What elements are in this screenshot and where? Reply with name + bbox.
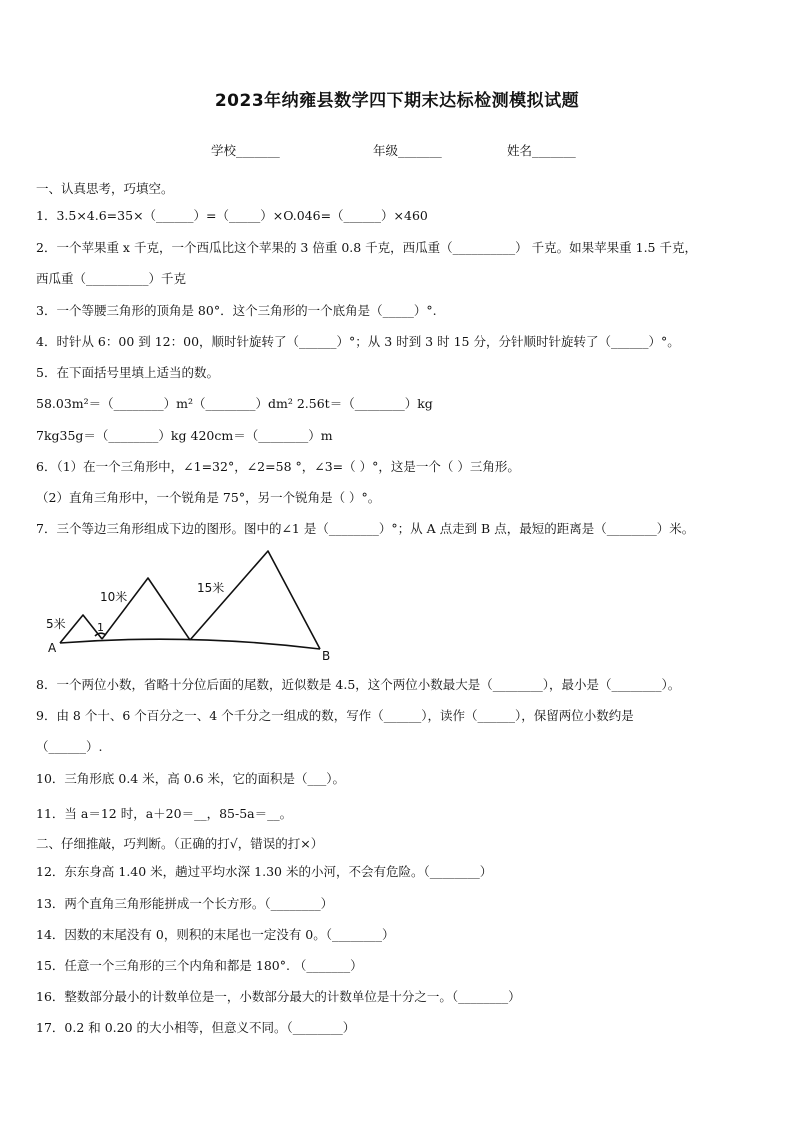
question-10: 10．三角形底 0.4 米，高 0.6 米，它的面积是（___）。	[36, 771, 346, 786]
small-triangle	[60, 615, 102, 643]
question-2: 2．一个苹果重 x 千克，一个西瓜比这个苹果的 3 倍重 0.8 千克，西瓜重（__________） 千克。如果苹果重 1.5 千克，	[36, 240, 697, 255]
question-2-continued: 西瓜重（__________）千克	[36, 271, 187, 286]
question-14: 14．因数的末尾没有 0，则积的末尾也一定没有 0。（________）	[36, 927, 395, 942]
label-15m: 15米	[197, 581, 225, 595]
question-7: 7．三个等边三角形组成下边的图形。图中的∠1 是（________）°；从 A 点走到 B 点，最短的距离是（________）米。	[36, 521, 695, 536]
large-triangle	[190, 551, 320, 649]
question-17: 17．0.2 和 0.20 的大小相等，但意义不同。（________）	[36, 1020, 356, 1035]
question-1: 1．3.5×4.6=35×（______）=（_____）×O.046=（______）×460	[36, 208, 428, 223]
question-6-part-1: 6．（1）在一个三角形中，∠1=32°，∠2=58 °，∠3=（ ）°，这是一个（ ）三角形。	[36, 459, 520, 474]
question-11: 11．当 a＝12 时，a＋20＝__，85-5a＝__。	[36, 806, 293, 821]
question-9: 9．由 8 个十、6 个百分之一、4 个千分之一组成的数，写作（______），读作（______），保留两位小数约是	[36, 708, 634, 723]
label-5m: 5米	[46, 617, 66, 631]
triangle-figure	[40, 543, 340, 665]
question-12: 12．东东身高 1.40 米，趟过平均水深 1.30 米的小河，不会有危险。（________）	[36, 864, 493, 879]
section-2-heading: 二、仔细推敲，巧判断。（正确的打√，错误的打×）	[36, 836, 324, 851]
section-1-heading: 一、认真思考，巧填空。	[36, 181, 174, 196]
grade-field: 年级_______	[373, 143, 442, 158]
base-line	[60, 639, 320, 649]
name-field: 姓名_______	[507, 143, 576, 158]
question-5-row-1: 58.03m²＝（________）m²（________）dm² 2.56t＝（________）kg	[36, 396, 433, 411]
question-5-row-2: 7kg35g＝（________）kg 420cm＝（________）m	[36, 428, 333, 443]
label-10m: 10米	[100, 590, 128, 604]
question-8: 8．一个两位小数，省略十分位后面的尾数，近似数是 4.5，这个两位小数最大是（________），最小是（________）。	[36, 677, 681, 692]
question-6-part-2: （2）直角三角形中，一个锐角是 75°，另一个锐角是（ ）°。	[36, 490, 381, 505]
school-field: 学校_______	[211, 143, 280, 158]
medium-triangle	[102, 578, 190, 640]
label-point-a: A	[48, 641, 57, 655]
question-3: 3．一个等腰三角形的顶角是 80°．这个三角形的一个底角是（_____）°.	[36, 303, 437, 318]
question-4: 4．时针从 6：00 到 12：00，顺时针旋转了（______）°；从 3 时到 3 时 15 分，分针顺时针旋转了（______）°。	[36, 334, 680, 349]
question-13: 13．两个直角三角形能拼成一个长方形。（________）	[36, 896, 334, 911]
label-point-b: B	[322, 649, 331, 663]
question-15: 15．任意一个三角形的三个内角和都是 180°. （_______）	[36, 958, 363, 973]
question-16: 16．整数部分最小的计数单位是一，小数部分最大的计数单位是十分之一。（________）	[36, 989, 521, 1004]
page-title: 2023年纳雍县数学四下期末达标检测模拟试题	[214, 91, 580, 111]
question-5: 5．在下面括号里填上适当的数。	[36, 365, 219, 380]
label-angle-1: 1	[97, 621, 104, 634]
question-9-continued: （______）.	[36, 739, 103, 754]
